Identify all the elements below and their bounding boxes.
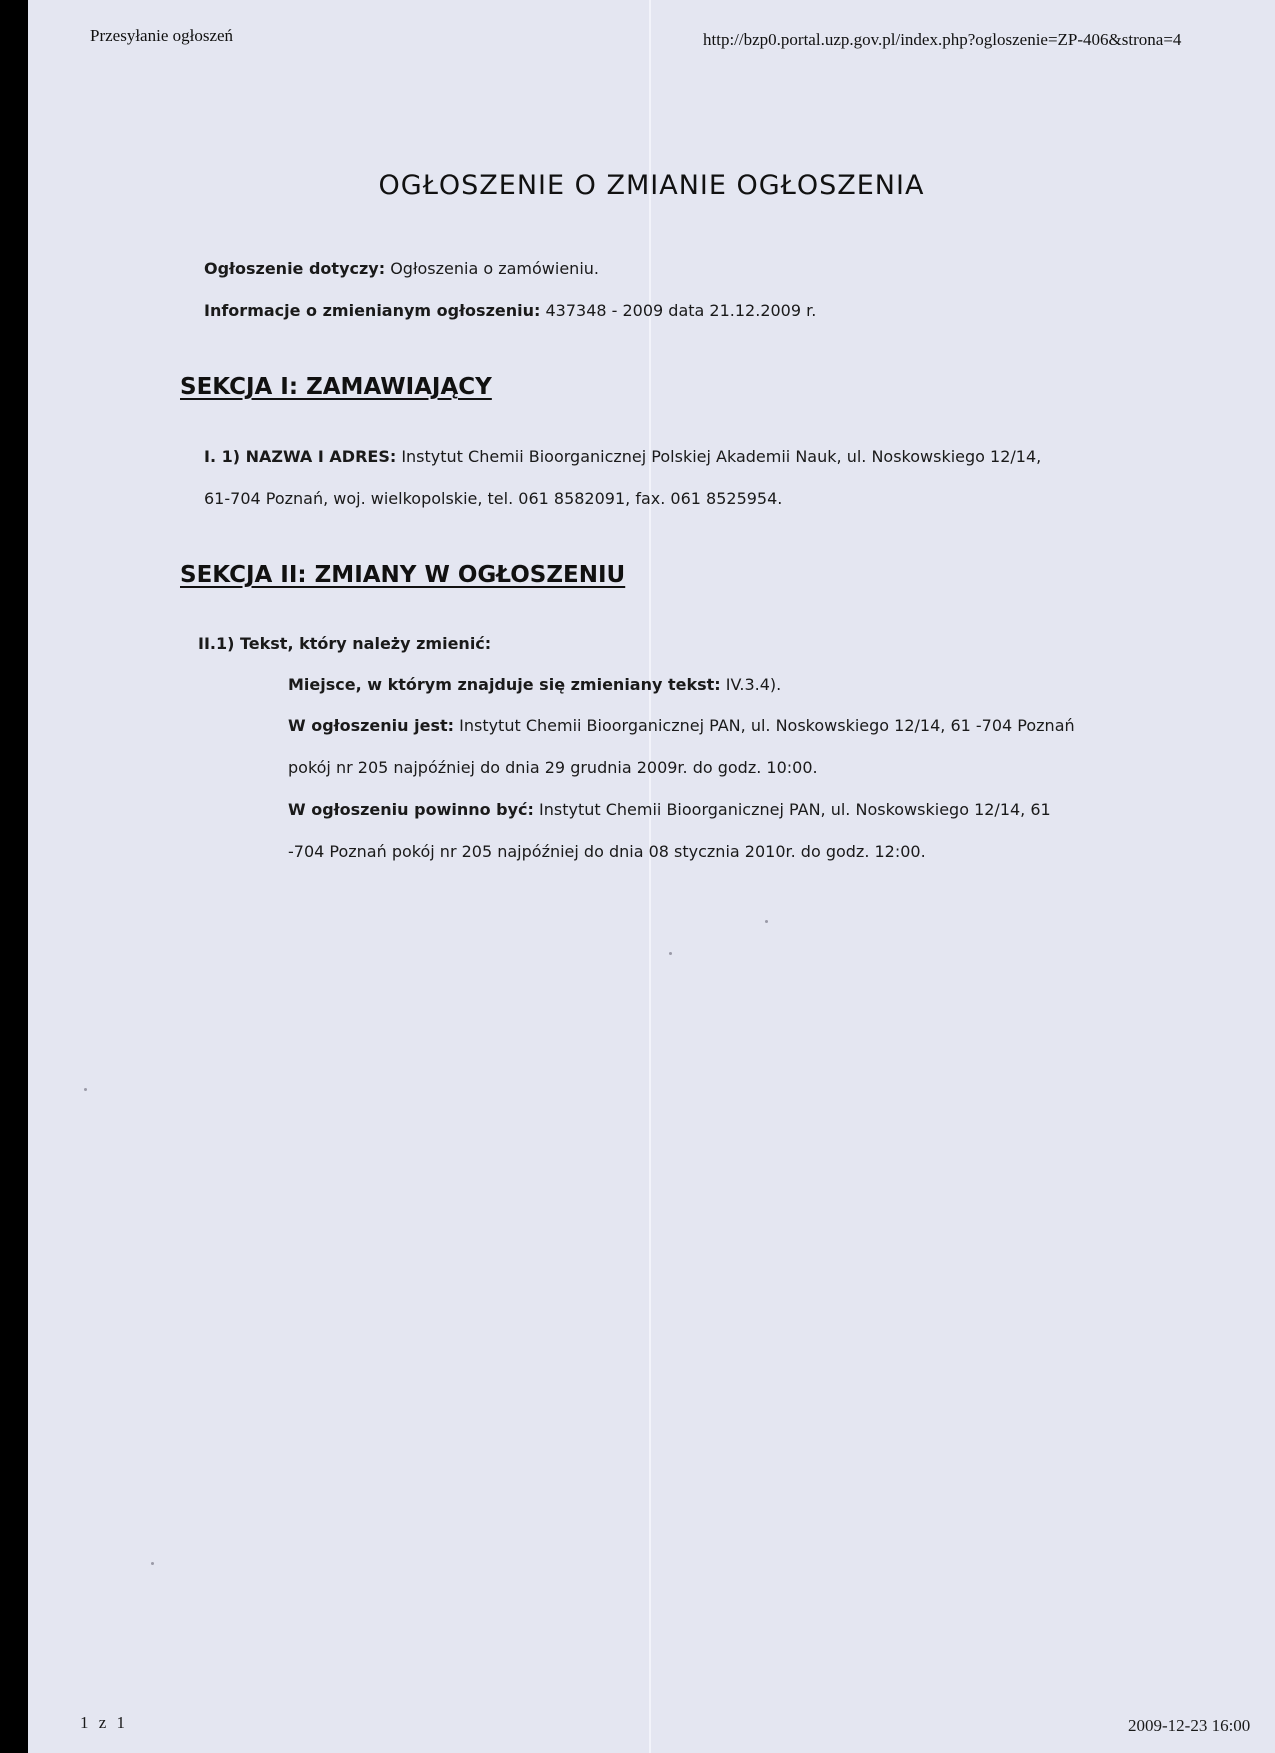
scan-speck xyxy=(669,952,672,955)
address-label: I. 1) NAZWA I ADRES: xyxy=(204,447,397,466)
jest-line2: pokój nr 205 najpóźniej do dnia 29 grudnia 2009r. do godz. 10:00. xyxy=(288,758,818,777)
section2-subheading xyxy=(198,634,491,653)
intro-info xyxy=(204,301,816,320)
section1-heading: SEKCJA I: ZAMAWIAJĄCY xyxy=(180,374,492,400)
section1-address-line1 xyxy=(204,447,1041,466)
dotyczy-value: Ogłoszenia o zamówieniu. xyxy=(385,259,599,278)
scan-speck xyxy=(765,920,768,923)
footer-page-count: 1 z 1 xyxy=(80,1713,129,1732)
miejsce-line xyxy=(288,675,781,694)
scan-fold-line xyxy=(649,0,651,1753)
jest-line1 xyxy=(288,716,1075,735)
header-url: http://bzp0.portal.uzp.gov.pl/index.php?ogloszenie=ZP-406&strona=4 xyxy=(703,30,1182,49)
powinno-value: Instytut Chemii Bioorganicznej PAN, ul. Noskowskiego 12/14, 61 xyxy=(533,800,1051,819)
address-value: Instytut Chemii Bioorganicznej Polskiej Akademii Nauk, ul. Noskowskiego 12/14, xyxy=(396,447,1042,466)
section1-address-line2: 61-704 Poznań, woj. wielkopolskie, tel. 061 8582091, fax. 061 8525954. xyxy=(204,489,783,508)
scan-speck xyxy=(84,1088,87,1091)
info-value: 437348 - 2009 data 21.12.2009 r. xyxy=(540,301,817,320)
subheading-label: II.1) Tekst, który należy zmienić: xyxy=(198,634,492,653)
header-title: Przesyłanie ogłoszeń xyxy=(90,26,234,45)
footer-timestamp: 2009-12-23 16:00 xyxy=(1128,1716,1251,1735)
jest-label: W ogłoszeniu jest: xyxy=(288,716,455,735)
intro-dotyczy xyxy=(204,259,599,278)
page-title: OGŁOSZENIE O ZMIANIE OGŁOSZENIA xyxy=(378,170,925,201)
miejsce-label: Miejsce, w którym znajduje się zmieniany tekst: xyxy=(288,675,721,694)
powinno-line1 xyxy=(288,800,1051,819)
info-label: Informacje o zmienianym ogłoszeniu: xyxy=(204,301,541,320)
miejsce-value: IV.3.4). xyxy=(720,675,782,694)
document-page xyxy=(28,0,1275,1753)
dotyczy-label: Ogłoszenie dotyczy: xyxy=(204,259,386,278)
section2-heading: SEKCJA II: ZMIANY W OGŁOSZENIU xyxy=(180,562,626,588)
scan-speck xyxy=(151,1562,154,1565)
jest-value: Instytut Chemii Bioorganicznej PAN, ul. Noskowskiego 12/14, 61 -704 Poznań xyxy=(454,716,1075,735)
powinno-label: W ogłoszeniu powinno być: xyxy=(288,800,534,819)
powinno-line2: -704 Poznań pokój nr 205 najpóźniej do dnia 08 stycznia 2010r. do godz. 12:00. xyxy=(288,842,926,861)
